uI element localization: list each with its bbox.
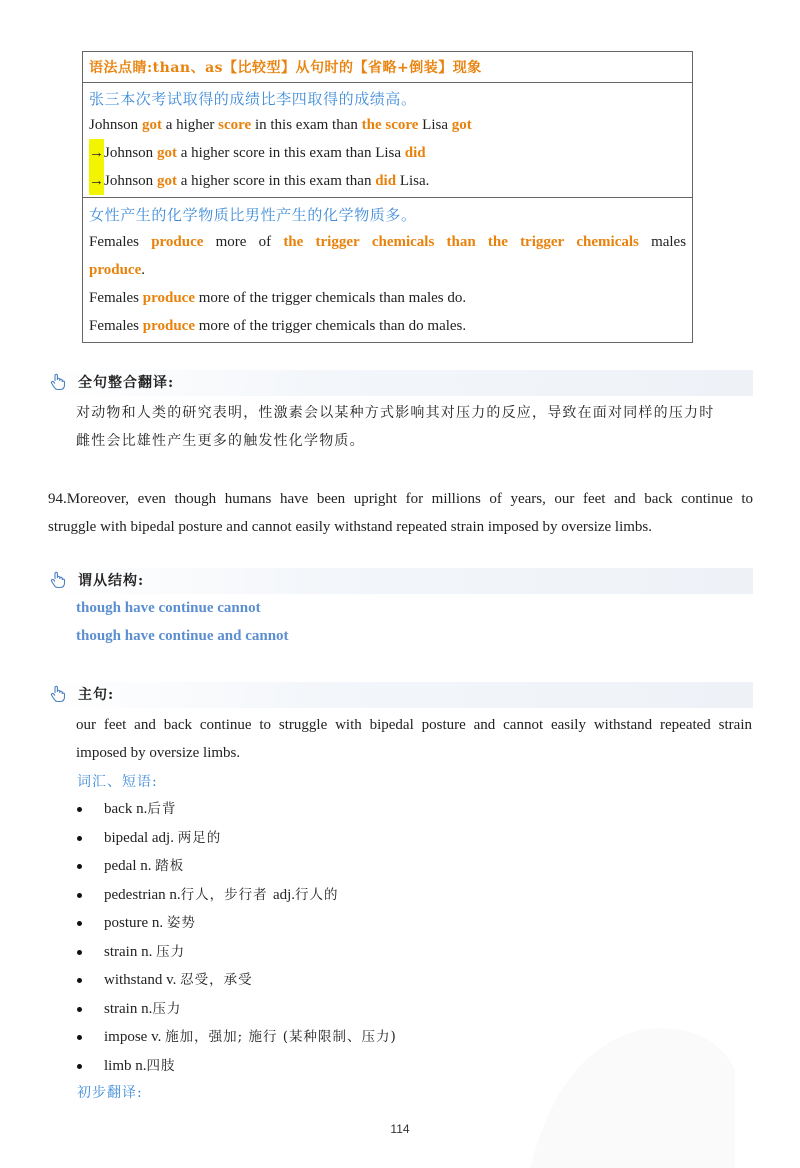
sentence-94: 94.Moreover, even though humans have been upright for millions of years, our feet and back continue to struggle with bipedal posture and cannot easily withstand repeated strain imposed by oversize limbs. — [48, 491, 753, 535]
bullet-icon — [77, 836, 82, 841]
example1-chinese: 张三本次考试取得的成绩比李四取得的成绩高。 — [89, 90, 417, 108]
full-translation-text: 对动物和人类的研究表明，性激素会以某种方式影响其对压力的反应，导致在面对同样的压力时 雌性会比雄性产生更多的触发性化学物质。 — [76, 405, 715, 449]
list-item: withstand v. 忍受，承受 — [76, 966, 397, 995]
list-item: impose v. 施加，强加; 施行 (某种限制、压力) — [76, 1023, 397, 1052]
grammar-example-2 — [83, 198, 692, 342]
predicate-line-1: though have continue cannot — [76, 600, 261, 616]
example2-line1: Females produce more of the trigger chemicals than the trigger chemicals males — [89, 234, 687, 250]
example2-line1-cont: produce. — [89, 262, 145, 278]
list-item: strain n.压力 — [76, 995, 397, 1024]
bullet-icon — [77, 807, 82, 812]
vocab-list — [76, 795, 397, 1080]
page-number: 114 — [390, 1122, 410, 1136]
section-title: 主句: — [78, 687, 115, 703]
predicate-line-2: though have continue and cannot — [76, 628, 289, 644]
hand-pointer-icon — [50, 373, 66, 391]
list-item: pedestrian n.行人，步行者 adj.行人的 — [76, 881, 397, 910]
watermark-graphic — [520, 1010, 740, 1168]
grammar-header: 语法点睛:than、as【比较型】从句时的【省略+倒装】现象 — [83, 52, 692, 83]
example1-line1: Johnson got a higher score in this exam than the score Lisa got — [89, 117, 472, 133]
hand-pointer-icon — [50, 685, 66, 703]
bullet-icon — [77, 1064, 82, 1069]
grammar-example-1 — [83, 83, 692, 198]
bullet-icon — [77, 893, 82, 898]
main-clause-text: our feet and back continue to struggle with bipedal posture and cannot easily withstand repeated strain imposed by oversize limbs. — [76, 717, 752, 761]
list-item: posture n. 姿势 — [76, 909, 397, 938]
list-item: back n.后背 — [76, 795, 397, 824]
hand-pointer-icon — [50, 571, 66, 589]
section-main-clause — [48, 682, 753, 708]
example1-line2: →Johnson got a higher score in this exam than Lisa did — [83, 139, 692, 167]
arrow-highlight: → — [89, 167, 104, 195]
section-predicate-structure — [48, 568, 753, 594]
example2-line2: Females produce more of the trigger chemicals than males do. — [89, 290, 467, 306]
bullet-icon — [77, 978, 82, 983]
section-full-translation — [48, 370, 753, 396]
bullet-icon — [77, 1007, 82, 1012]
bullet-icon — [77, 950, 82, 955]
example2-line3: Females produce more of the trigger chemicals than do males. — [89, 318, 467, 334]
section-title: 全句整合翻译: — [78, 375, 175, 391]
arrow-highlight: → — [89, 139, 104, 167]
bullet-icon — [77, 864, 82, 869]
list-item: bipedal adj. 两足的 — [76, 824, 397, 853]
example1-line3: →Johnson got a higher score in this exam than did Lisa. — [83, 167, 692, 195]
preliminary-translation-heading: 初步翻译: — [77, 1085, 143, 1101]
bullet-icon — [77, 921, 82, 926]
list-item: strain n. 压力 — [76, 938, 397, 967]
bullet-icon — [77, 1035, 82, 1040]
vocab-heading: 词汇、短语: — [77, 774, 158, 790]
grammar-table — [82, 51, 693, 343]
list-item: pedal n. 踏板 — [76, 852, 397, 881]
example2-chinese: 女性产生的化学物质比男性产生的化学物质多。 — [89, 206, 417, 224]
list-item: limb n.四肢 — [76, 1052, 397, 1081]
section-title: 谓从结构: — [78, 573, 145, 589]
